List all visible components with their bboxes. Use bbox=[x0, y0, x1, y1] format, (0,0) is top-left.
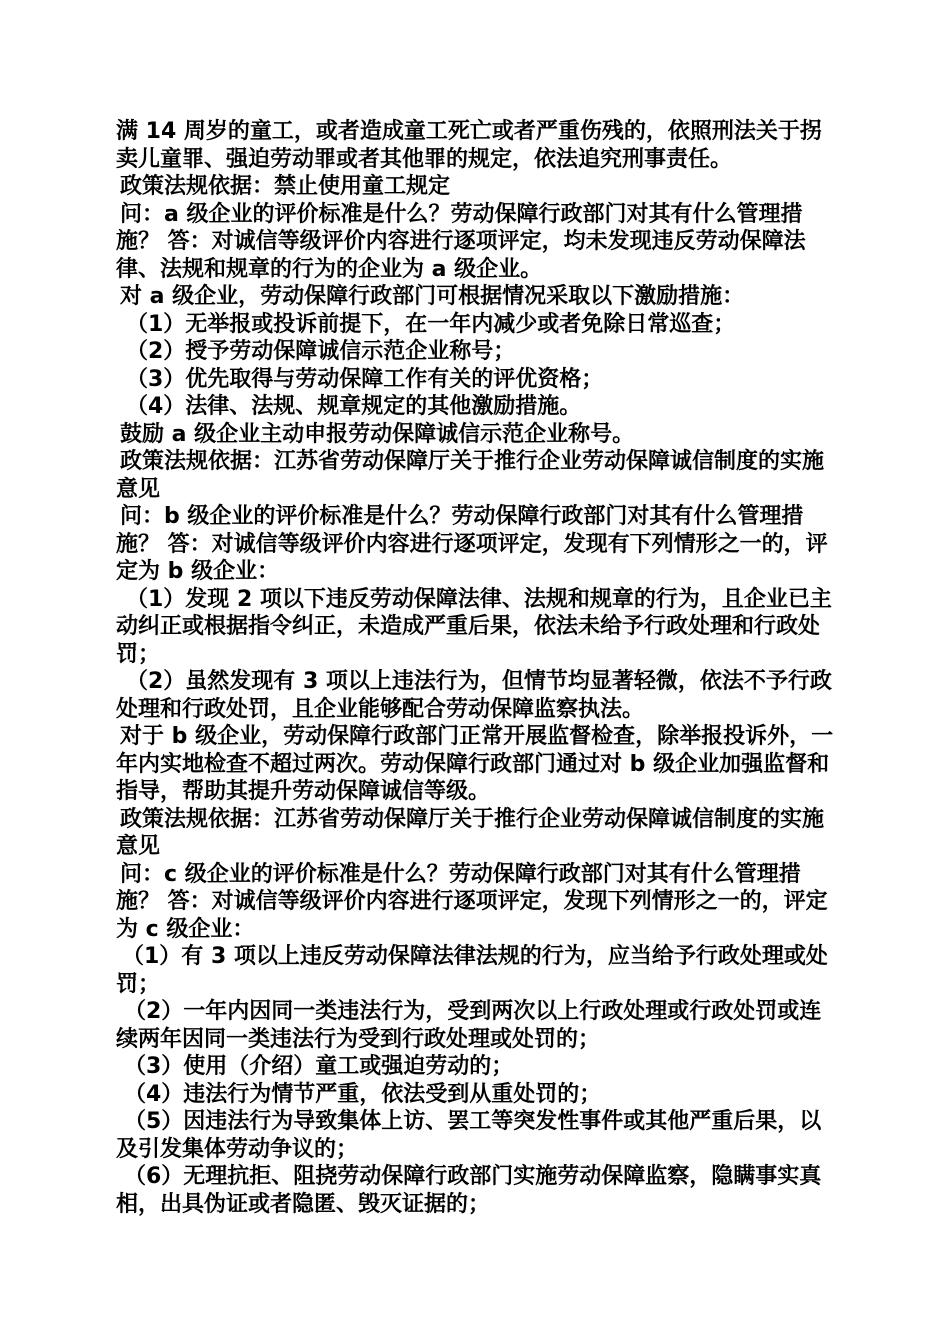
list-item-c-2: （2）一年内因同一类违法行为，受到两次以上行政处理或行政处罚或连续两年因同一类违法行为受到行政处理或处罚的； bbox=[116, 999, 822, 1052]
paragraph-intro-continued: 满 14 周岁的童工，或者造成童工死亡或者严重伤残的，依照刑法关于拐卖儿童罪、强迫劳动罪或者其他罪的规定，依法追究刑事责任。 bbox=[116, 119, 822, 172]
paragraph-question-b-level: 问：b 级企业的评价标准是什么？劳动保障行政部门对其有什么管理措施？ 答：对诚信等级评价内容进行逐项评定，发现有下列情形之一的，评定为 b 级企业： bbox=[116, 504, 828, 584]
list-item-c-5: （5）因违法行为导致集体上访、罢工等突发性事件或其他严重后果，以及引发集体劳动争议的； bbox=[116, 1109, 822, 1162]
paragraph-b-level-measures: 对于 b 级企业，劳动保障行政部门正常开展监督检查，除举报投诉外，一年内实地检查不超过两次。劳动保障行政部门通过对 b 级企业加强监督和指导，帮助其提升劳动保障诚信等级。 bbox=[116, 724, 834, 804]
list-item-a-4: （4）法律、法规、规章规定的其他激励措施。 bbox=[126, 394, 582, 419]
paragraph-policy-basis-child-labor: 政策法规依据：禁止使用童工规定 bbox=[120, 174, 451, 199]
document-body bbox=[116, 118, 840, 1218]
paragraph-question-a-level: 问：a 级企业的评价标准是什么？劳动保障行政部门对其有什么管理措施？ 答：对诚信等级评价内容进行逐项评定，均未发现违反劳动保障法律、法规和规章的行为的企业为 a 级企业。 bbox=[116, 201, 806, 282]
list-item-b-2: （2）虽然发现有 3 项以上违法行为，但情节均显著轻微，依法不予行政处理和行政处罚，且企业能够配合劳动保障监察执法。 bbox=[116, 669, 832, 722]
list-item-c-6: （6）无理抗拒、阻挠劳动保障行政部门实施劳动保障监察，隐瞒事实真相，出具伪证或者隐匿、毁灭证据的； bbox=[116, 1164, 822, 1217]
paragraph-a-level-measures: 对 a 级企业，劳动保障行政部门可根据情况采取以下激励措施： bbox=[120, 284, 745, 309]
list-item-c-4: （4）违法行为情节严重，依法受到从重处罚的； bbox=[124, 1081, 602, 1107]
paragraph-policy-basis-jiangsu-1: 政策法规依据：江苏省劳动保障厅关于推行企业劳动保障诚信制度的实施意见 bbox=[116, 449, 825, 502]
list-item-b-1: （1）发现 2 项以下违反劳动保障法律、法规和规章的行为，且企业已主动纠正或根据指令纠正，未造成严重后果，依法未给予行政处理和行政处罚； bbox=[116, 586, 832, 667]
list-item-a-1: （1）无举报或投诉前提下，在一年内减少或者免除日常巡查； bbox=[126, 311, 736, 337]
list-item-a-2: （2）授予劳动保障诚信示范企业称号； bbox=[126, 339, 516, 364]
paragraph-policy-basis-jiangsu-2: 政策法规依据：江苏省劳动保障厅关于推行企业劳动保障诚信制度的实施意见 bbox=[116, 806, 825, 859]
list-item-c-1: （1）有 3 项以上违反劳动保障法律法规的行为，应当给予行政处理或处罚； bbox=[116, 944, 828, 997]
list-item-c-3: （3）使用（介绍）童工或强迫劳动的； bbox=[124, 1054, 514, 1079]
paragraph-question-c-level: 问：c 级企业的评价标准是什么？劳动保障行政部门对其有什么管理措施？ 答：对诚信等级评价内容进行逐项评定，发现下列情形之一的，评定为 c 级企业： bbox=[116, 861, 828, 942]
list-item-a-3: （3）优先取得与劳动保障工作有关的评优资格； bbox=[126, 366, 604, 392]
paragraph-encourage-a-level: 鼓励 a 级企业主动申报劳动保障诚信示范企业称号。 bbox=[120, 421, 635, 447]
